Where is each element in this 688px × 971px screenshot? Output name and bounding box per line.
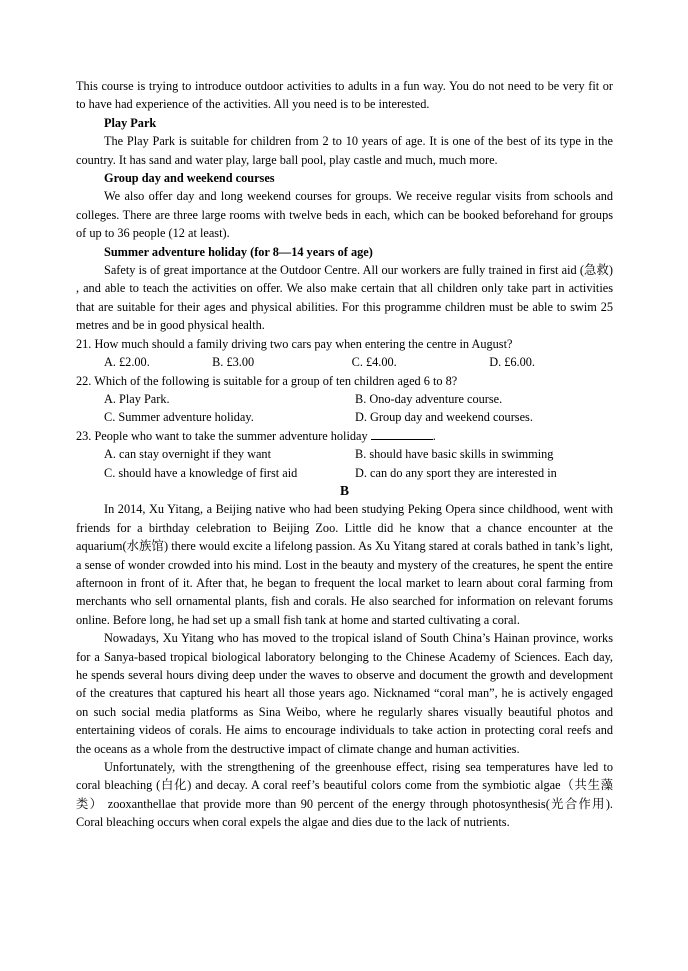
question-23-option-c: C. should have a knowledge of first aid: [104, 465, 298, 480]
question-22-option-b: B. Ono-day adventure course.: [355, 391, 503, 406]
question-22-option-a: A. Play Park.: [104, 391, 170, 406]
question-22-options-row-2: [76, 408, 613, 426]
question-22-options-row-1: [76, 390, 613, 408]
section-heading-group-courses: Group day and weekend courses: [104, 171, 275, 186]
question-21-options: [76, 353, 613, 371]
text-column: [76, 77, 613, 832]
question-23-options-row-2: [76, 464, 613, 482]
question-22-stem: 22. Which of the following is suitable for a group of ten children aged 6 to 8?: [76, 373, 458, 388]
question-21-stem: 21. How much should a family driving two cars pay when entering the centre in August?: [76, 336, 513, 351]
section-heading-play-park: Play Park: [104, 115, 157, 130]
section-text-summer-holiday: Safety is of great importance at the Outdoor Centre. All our workers are fully trained in first aid (急救) , and able to teach the activities on offer. We also make certain that all children only take part in activities that are suitable for their ages and physical abilities. For this programme children must be able to swim 25 metres and be in good physical health.: [76, 263, 613, 333]
question-21-option-b: B. £3.00: [212, 355, 255, 370]
answer-blank: [371, 427, 433, 440]
passage-b-paragraph-3: Unfortunately, with the strengthening of the greenhouse effect, rising sea temperatures have led to coral bleaching (白化) and decay. A coral reef’s beautiful colors come from the symbiotic algae（共生藻类） zooxanthellae that provide more than 90 percent of the energy through photosynthesis(光合作用). Coral bleaching occurs when coral expels the algae and dies due to the lack of nutrients.: [76, 760, 613, 830]
question-23-line: [76, 427, 613, 445]
question-23-stem-end: .: [432, 428, 436, 443]
question-21-option-a: A. £2.00.: [104, 355, 150, 370]
section-b-label: B: [339, 482, 349, 498]
intro-paragraph-end: This course is trying to introduce outdoor activities to adults in a fun way. You do not need to be very fit or to have had experience of the activities. All you need is to be interested.: [76, 79, 613, 112]
question-21-option-c: C. £4.00.: [351, 355, 397, 370]
passage-b-paragraph-1: In 2014, Xu Yitang, a Beijing native who had been studying Peking Opera since childhood, went with friends for a birthday celebration to Beijing Zoo. Little did he know that a chance encounter at the aquarium(水族馆) there would excite a lifelong passion. As Xu Yitang stared at corals bathed in tank’s light, a sense of wonder crowded into his mind. Lost in the beauty and mystery of the creatures, he spent the entire afternoon in front of it. After that, he began to frequent the local market to learn about coral farming from merchants who sell ornamental plants, fish and corals. He also searched for information on relevant forums online. Before long, he had set up a small fish tank at home and started cultivating a coral.: [76, 502, 613, 627]
question-23-options-row-1: [76, 445, 613, 463]
passage-b-paragraph-2: Nowadays, Xu Yitang who has moved to the tropical island of South China’s Hainan province, works for a Sanya-based tropical biological laboratory belonging to the Chinese Academy of Sciences. Each day, he spends several hours diving deep under the waves to observe and document the growth and development of the creatures that captured his heart all those years ago. Nicknamed “coral man”, he is actively engaged on such social media platforms as Sina Weibo, where he regularly shares visually beautiful photos and entertaining videos of corals. He aims to encourage individuals to take action in protecting coral reefs and the oceans as a whole from the destructive impact of climate change and human activities.: [76, 631, 613, 756]
question-21-option-d: D. £6.00.: [489, 355, 535, 370]
section-heading-summer-holiday: Summer adventure holiday (for 8—14 years of age): [104, 244, 373, 259]
section-text-group-courses: We also offer day and long weekend courses for groups. We receive regular visits from schools and colleges. There are three large rooms with twelve beds in each, which can be booked beforehand for groups of up to 36 people (12 at least).: [76, 189, 613, 241]
question-22-option-c: C. Summer adventure holiday.: [104, 410, 254, 425]
question-23-option-a: A. can stay overnight if they want: [104, 447, 271, 462]
question-23-option-d: D. can do any sport they are interested in: [355, 465, 557, 480]
question-23-option-b: B. should have basic skills in swimming: [355, 447, 554, 462]
question-23-stem: 23. People who want to take the summer adventure holiday: [76, 428, 368, 443]
question-22-option-d: D. Group day and weekend courses.: [355, 410, 533, 425]
section-text-play-park: The Play Park is suitable for children from 2 to 10 years of age. It is one of the best of its type in the country. It has sand and water play, large ball pool, play castle and much, much more.: [76, 134, 613, 167]
